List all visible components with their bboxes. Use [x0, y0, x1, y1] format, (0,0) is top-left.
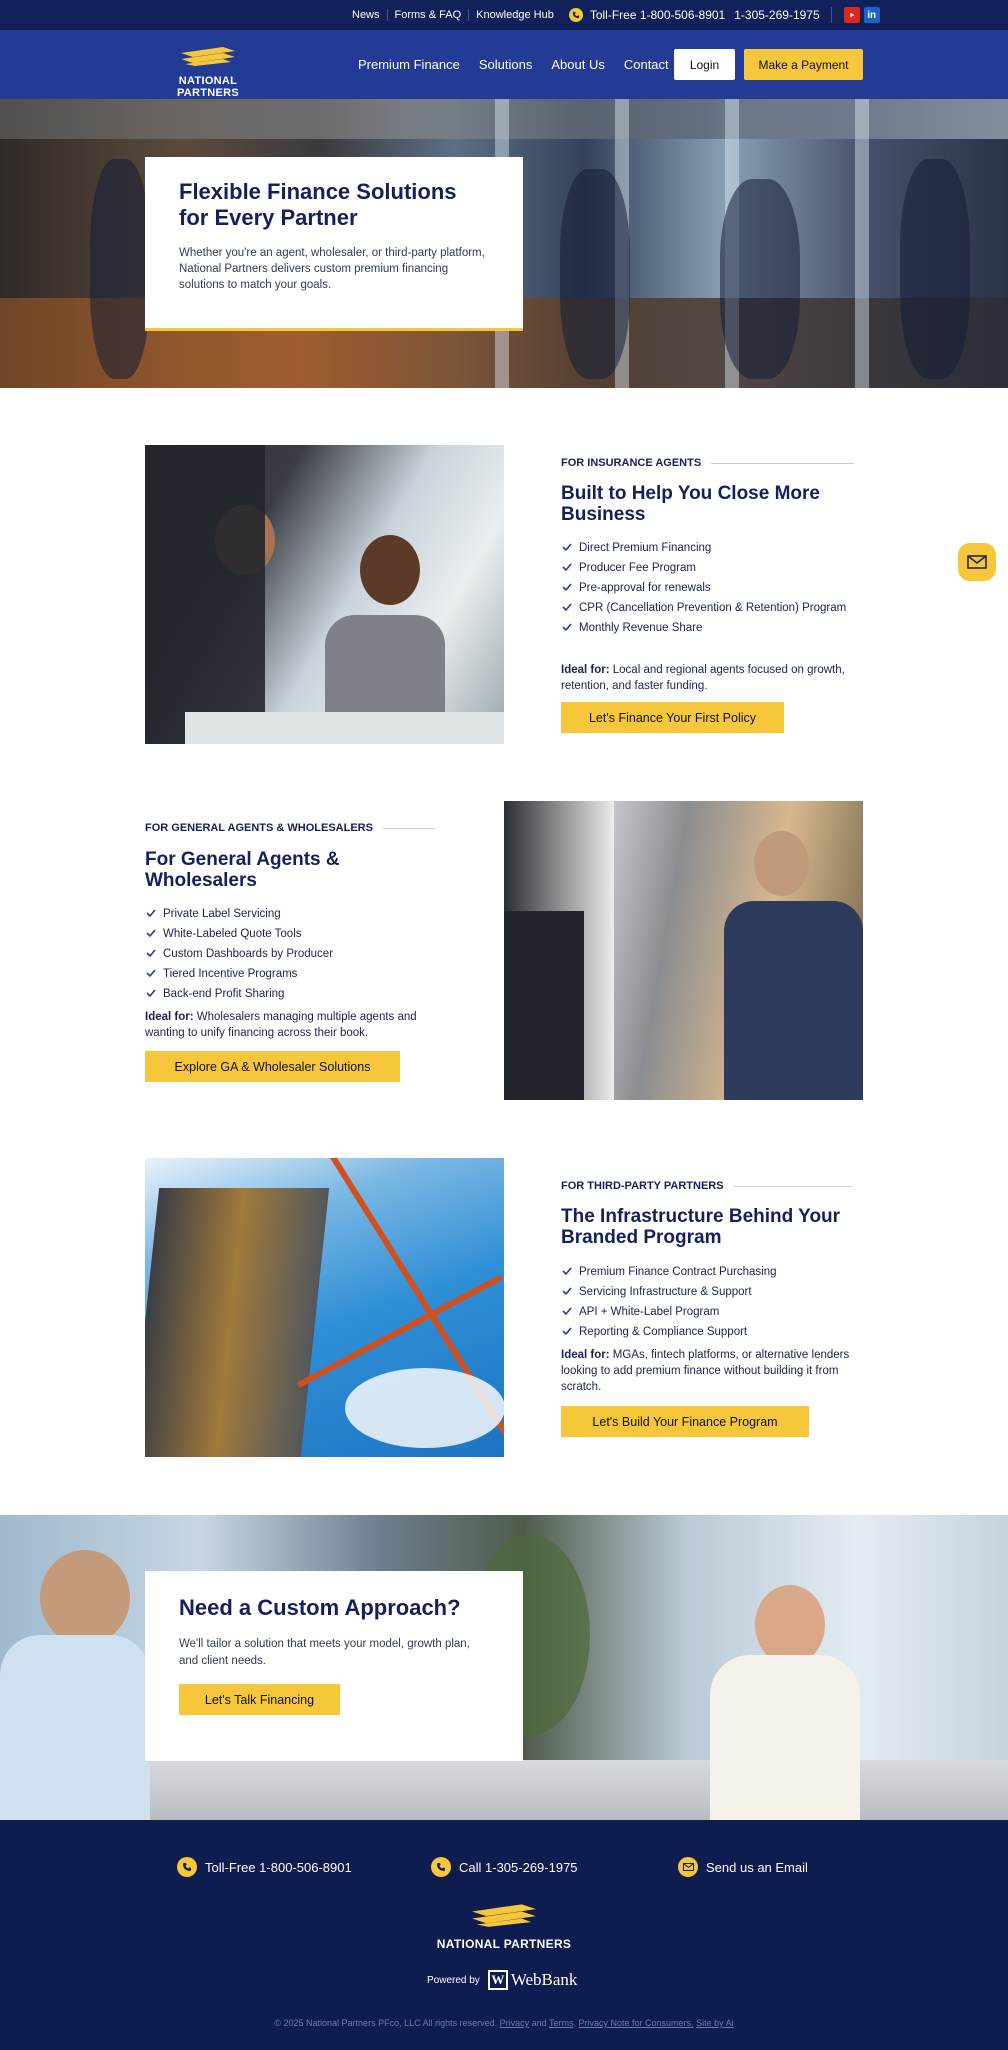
list-item — [561, 601, 861, 615]
check-icon — [145, 947, 157, 959]
mail-icon — [678, 1857, 698, 1877]
build-finance-program-button[interactable]: Let's Build Your Finance Program — [561, 1406, 809, 1437]
main-navbar — [0, 30, 1008, 99]
check-icon — [145, 967, 157, 979]
hero-title: Flexible Finance Solutions for Every Partner — [179, 179, 457, 230]
privacy-note-link[interactable]: Privacy Note for Consumers. — [578, 2018, 694, 2028]
webbank-logo[interactable] — [488, 1970, 578, 1990]
logo-text: NATIONAL PARTNERS — [176, 75, 240, 99]
custom-text: We'll tailor a solution that meets your model, growth plan, and client needs. — [179, 1638, 470, 1667]
linkedin-icon[interactable]: in — [864, 7, 880, 23]
list-item-text: API + White-Label Program — [579, 1306, 720, 1318]
utility-bar — [0, 0, 1008, 30]
floating-email-button[interactable] — [958, 543, 996, 581]
list-item-text: Custom Dashboards by Producer — [163, 948, 334, 960]
truck-meeting-photo — [504, 801, 863, 1100]
mail-icon — [967, 555, 987, 569]
hero-image-window — [855, 99, 869, 388]
list-item-text: Tiered Incentive Programs — [163, 968, 298, 980]
footer-toll-free-text: Toll-Free 1-800-506-8901 — [205, 1859, 352, 1875]
agents-eyebrow-text: FOR INSURANCE AGENTS — [561, 457, 702, 469]
nav-about-us[interactable]: About Us — [551, 57, 605, 72]
explore-wholesaler-button[interactable]: Explore GA & Wholesaler Solutions — [145, 1051, 400, 1082]
check-icon — [561, 621, 573, 633]
wholesalers-eyebrow — [145, 822, 435, 834]
custom-approach-card — [145, 1571, 523, 1761]
copyright — [0, 2018, 1008, 2028]
hero-image-person — [720, 179, 800, 379]
list-item-text: Reporting & Compliance Support — [579, 1326, 748, 1338]
check-icon — [145, 927, 157, 939]
divider — [711, 463, 854, 464]
footer — [0, 1820, 1008, 2050]
talk-financing-button[interactable]: Let's Talk Financing — [179, 1684, 340, 1715]
third-party-eyebrow-text: FOR THIRD-PARTY PARTNERS — [561, 1180, 724, 1192]
toll-free-link[interactable]: Toll-Free 1-800-506-8901 — [589, 8, 726, 22]
footer-logo-text: NATIONAL PARTNERS — [436, 1937, 572, 1951]
agents-title: Built to Help You Close More Business — [561, 483, 820, 525]
site-by-link[interactable]: Site by Ai — [696, 2018, 734, 2028]
check-icon — [561, 541, 573, 553]
copyright-and: and — [529, 2018, 549, 2028]
list-item — [561, 1285, 861, 1299]
list-item — [145, 967, 445, 981]
wholesalers-title: For General Agents & Wholesalers — [145, 849, 340, 891]
hero-image-person — [90, 159, 150, 379]
list-item — [561, 541, 861, 555]
list-item — [145, 927, 445, 941]
divider — [734, 1186, 852, 1187]
footer-email[interactable] — [678, 1857, 808, 1877]
custom-title: Need a Custom Approach? — [179, 1595, 461, 1620]
check-icon — [561, 1285, 573, 1297]
footer-email-text: Send us an Email — [706, 1859, 808, 1875]
third-party-title: The Infrastructure Behind Your Branded Program — [561, 1206, 841, 1248]
divider — [383, 828, 435, 829]
phone-icon — [177, 1857, 197, 1877]
powered-by — [427, 1970, 577, 1990]
youtube-icon[interactable] — [844, 7, 860, 23]
webbank-w-icon: W — [488, 1970, 508, 1990]
privacy-link[interactable]: Privacy — [499, 2018, 530, 2028]
ideal-for-text: MGAs, fintech platforms, or alternative lenders looking to add premium finance without building it from scratch. — [561, 1349, 850, 1393]
ideal-for-label: Ideal for: — [561, 664, 610, 676]
check-icon — [561, 561, 573, 573]
phone-icon — [431, 1857, 451, 1877]
list-item-text: CPR (Cancellation Prevention & Retention) Program — [579, 602, 847, 614]
logo[interactable] — [149, 45, 267, 99]
wholesalers-feature-list — [145, 907, 445, 1007]
list-item-text: Servicing Infrastructure & Support — [579, 1286, 752, 1298]
check-icon — [561, 581, 573, 593]
forms-faq-link[interactable]: Forms & FAQ — [388, 9, 470, 21]
list-item — [561, 1325, 861, 1339]
hero-image-person — [560, 169, 630, 379]
login-button[interactable]: Login — [674, 49, 735, 80]
check-icon — [561, 1305, 573, 1317]
check-icon — [561, 1325, 573, 1337]
list-item — [145, 987, 445, 1001]
copyright-sep: . — [573, 2018, 579, 2028]
divider — [831, 7, 832, 23]
list-item-text: Private Label Servicing — [163, 908, 281, 920]
list-item — [561, 1305, 861, 1319]
construction-crane-photo — [145, 1158, 504, 1457]
footer-logo[interactable] — [430, 1902, 578, 1951]
list-item-text: Back-end Profit Sharing — [163, 988, 285, 1000]
list-item-text: Premium Finance Contract Purchasing — [579, 1266, 777, 1278]
check-icon — [561, 1265, 573, 1277]
phone-icon — [569, 8, 583, 22]
nav-premium-finance[interactable]: Premium Finance — [358, 57, 460, 72]
make-payment-button[interactable]: Make a Payment — [744, 49, 863, 80]
third-party-ideal-for — [561, 1347, 851, 1395]
phone-link[interactable]: 1-305-269-1975 — [734, 8, 820, 22]
list-item — [561, 561, 861, 575]
hero-banner — [0, 99, 1008, 388]
knowledge-hub-link[interactable]: Knowledge Hub — [476, 9, 554, 21]
ideal-for-text: Local and regional agents focused on growth, retention, and faster funding. — [561, 664, 845, 692]
nav-solutions[interactable]: Solutions — [478, 57, 533, 72]
news-link[interactable]: News — [344, 9, 388, 21]
logo-mark-icon — [469, 1902, 539, 1928]
third-party-eyebrow — [561, 1180, 852, 1192]
agents-eyebrow — [561, 457, 854, 469]
list-item — [145, 907, 445, 921]
nav-contact[interactable]: Contact — [623, 57, 669, 72]
check-icon — [145, 987, 157, 999]
footer-call[interactable] — [431, 1857, 578, 1877]
ideal-for-text: Wholesalers managing multiple agents and wanting to unify financing across their book. — [145, 1011, 417, 1039]
third-party-feature-list — [561, 1265, 861, 1345]
list-item-text: Producer Fee Program — [579, 562, 696, 574]
list-item-text: Monthly Revenue Share — [579, 622, 703, 634]
list-item-text: White-Labeled Quote Tools — [163, 928, 302, 940]
logo-mark-icon — [179, 45, 237, 67]
wholesalers-eyebrow-text: FOR GENERAL AGENTS & WHOLESALERS — [145, 822, 373, 834]
terms-link[interactable]: Terms — [549, 2018, 574, 2028]
hero-image-person — [900, 159, 970, 379]
finance-first-policy-button[interactable]: Let's Finance Your First Policy — [561, 702, 784, 733]
ideal-for-label: Ideal for: — [145, 1011, 194, 1023]
footer-toll-free[interactable] — [177, 1857, 352, 1877]
list-item — [561, 621, 861, 635]
footer-call-text: Call 1-305-269-1975 — [459, 1859, 578, 1875]
check-icon — [145, 907, 157, 919]
agents-feature-list — [561, 541, 861, 641]
list-item — [561, 581, 861, 595]
custom-approach-banner — [0, 1515, 1008, 1820]
hero-card — [145, 157, 523, 331]
check-icon — [561, 601, 573, 613]
list-item-text: Direct Premium Financing — [579, 542, 712, 554]
list-item — [561, 1265, 861, 1279]
powered-by-text: Powered by — [427, 1974, 480, 1986]
ideal-for-label: Ideal for: — [561, 1349, 610, 1361]
webbank-text: WebBank — [510, 1970, 578, 1989]
list-item — [145, 947, 445, 961]
list-item-text: Pre-approval for renewals — [579, 582, 711, 594]
wholesalers-ideal-for — [145, 1009, 435, 1041]
copyright-text: © 2025 National Partners PFco, LLC All rights reserved. — [274, 2018, 500, 2028]
agents-ideal-for — [561, 662, 851, 694]
hero-text: Whether you're an agent, wholesaler, or third-party platform, National Partners delivers custom premium financing solutions to match your goals. — [179, 247, 485, 291]
handshake-photo — [145, 445, 504, 744]
